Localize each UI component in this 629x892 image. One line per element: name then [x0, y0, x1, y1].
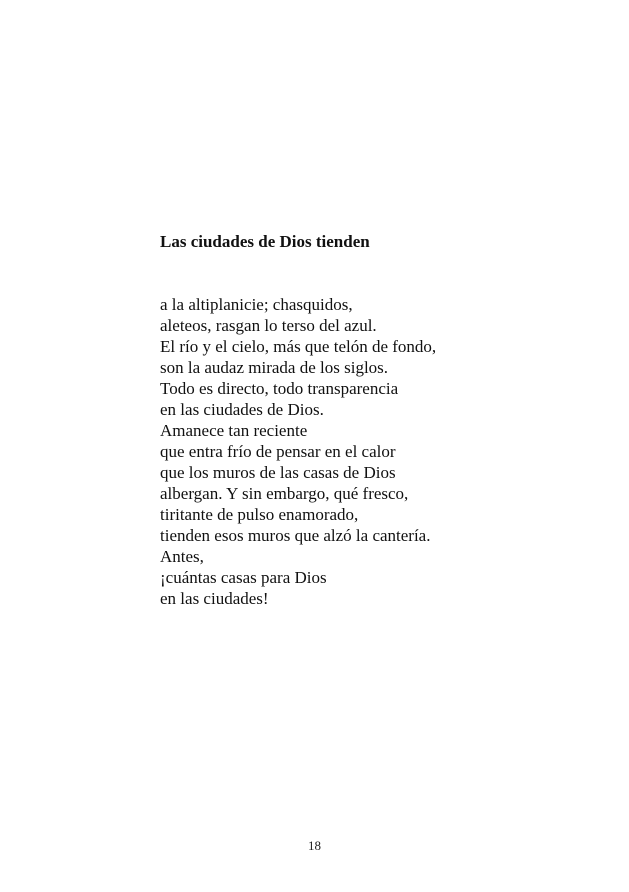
- poem-line: aleteos, rasgan lo terso del azul.: [160, 316, 377, 335]
- poem-line: tienden esos muros que alzó la cantería.: [160, 526, 431, 545]
- poem-line: que los muros de las casas de Dios: [160, 463, 396, 482]
- page-number: 18: [308, 838, 321, 853]
- poem-line: a la altiplanicie; chasquidos,: [160, 295, 353, 314]
- poem-line: Todo es directo, todo transparencia: [160, 379, 399, 398]
- poem-line: que entra frío de pensar en el calor: [160, 442, 396, 461]
- poem-line: Antes,: [160, 547, 204, 566]
- poem-lines: [160, 294, 436, 609]
- poem-line: en las ciudades!: [160, 589, 269, 608]
- poem-line: El río y el cielo, más que telón de fondo,: [160, 337, 437, 356]
- poem-line: Amanece tan reciente: [160, 421, 308, 440]
- poem-block: [160, 189, 436, 651]
- poem-line: son la audaz mirada de los siglos.: [160, 358, 389, 377]
- poem-line: en las ciudades de Dios.: [160, 400, 324, 419]
- poem-line: tiritante de pulso enamorado,: [160, 505, 359, 524]
- poem-line: ¡cuántas casas para Dios: [160, 568, 327, 587]
- poem-title: Las ciudades de Dios tienden: [160, 232, 370, 251]
- poem-line: albergan. Y sin embargo, qué fresco,: [160, 484, 409, 503]
